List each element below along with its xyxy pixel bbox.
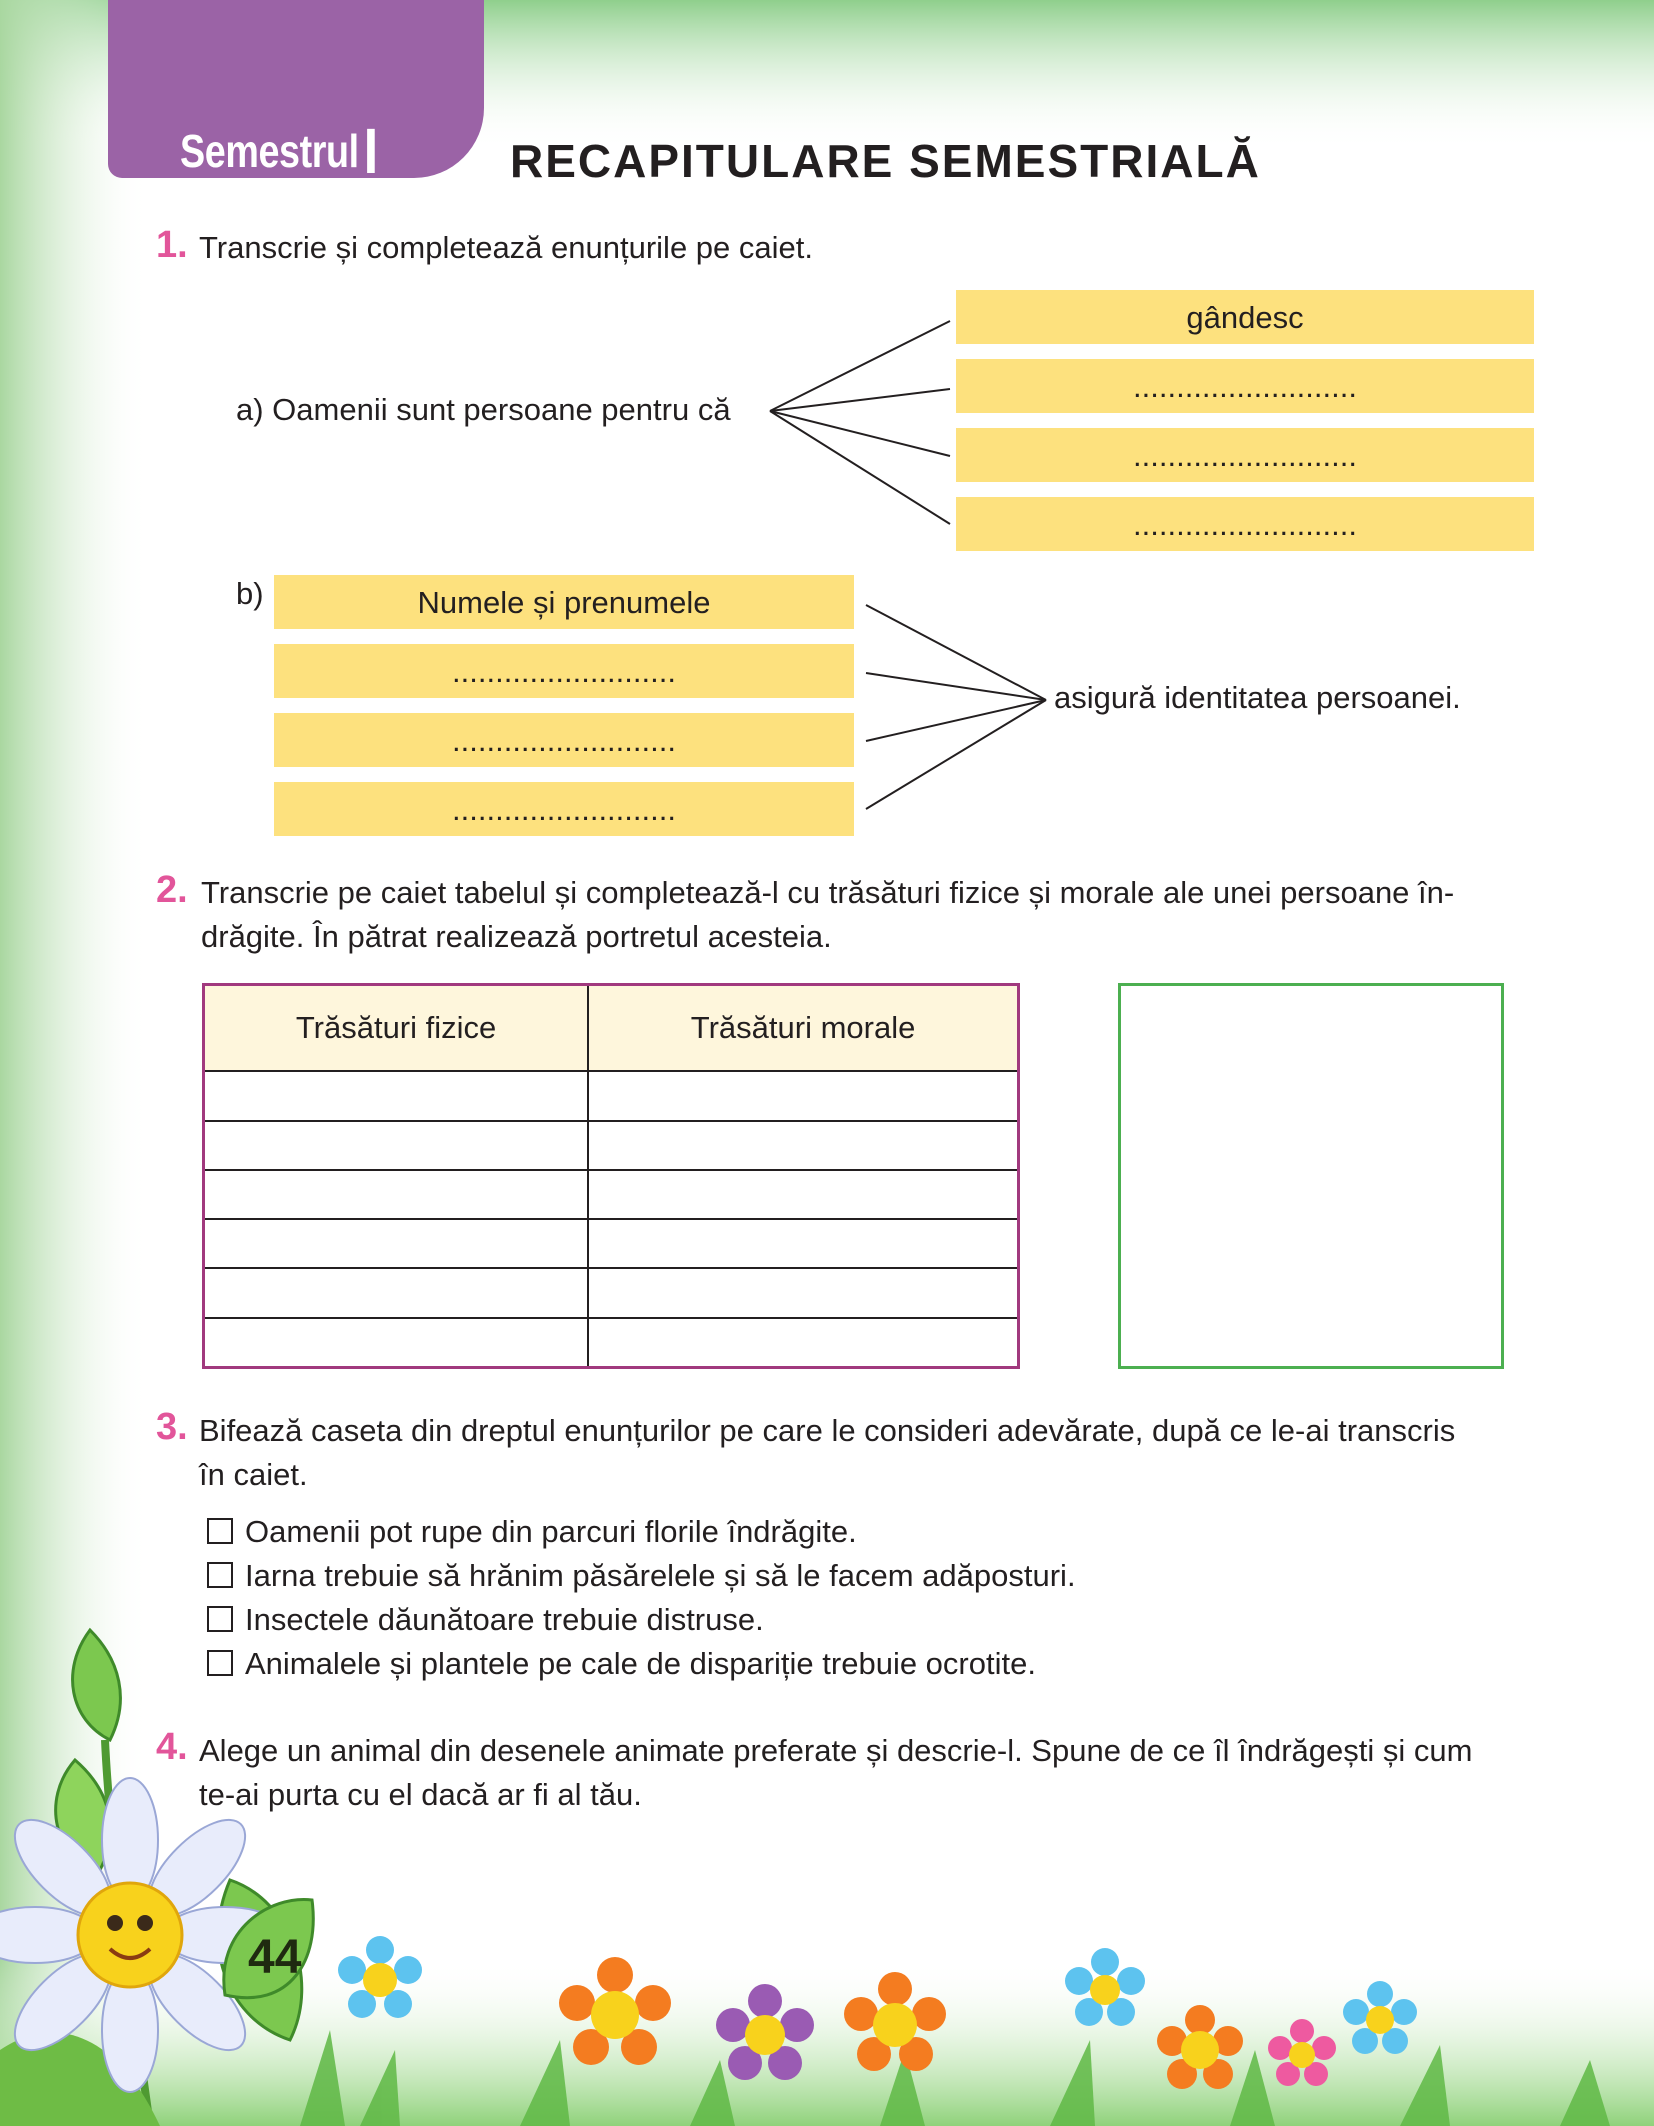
ex3-item bbox=[207, 1598, 764, 1642]
ex2-instruction-line2: drăgite. În pătrat realizează portretul acesteia. bbox=[201, 919, 832, 954]
table-row bbox=[204, 1268, 1019, 1317]
table-row bbox=[204, 1318, 1019, 1368]
ex1-a-box: gândesc bbox=[956, 290, 1534, 344]
table-cell[interactable] bbox=[204, 1071, 589, 1120]
table-cell[interactable] bbox=[204, 1170, 589, 1219]
traits-table bbox=[202, 983, 1020, 1369]
portrait-square[interactable] bbox=[1118, 983, 1504, 1369]
checkbox[interactable] bbox=[207, 1606, 233, 1632]
table-cell[interactable] bbox=[204, 1121, 589, 1170]
page-number: 44 bbox=[248, 1931, 302, 1984]
ex1-a-box: .......................... bbox=[956, 497, 1534, 551]
table-cell[interactable] bbox=[588, 1121, 1018, 1170]
ex1-b-box: .......................... bbox=[274, 644, 854, 698]
ex1-a-box: .......................... bbox=[956, 359, 1534, 413]
ex1-a-text: a) Oamenii sunt persoane pentru că bbox=[236, 392, 731, 427]
ex4-instruction-line1: Alege un animal din desenele animate preferate și descrie-l. Spune de ce îl îndrăgești și cum bbox=[199, 1733, 1473, 1768]
table-cell[interactable] bbox=[588, 1268, 1018, 1317]
ex3-item bbox=[207, 1510, 857, 1554]
ex3-instruction-line1: Bifează caseta din dreptul enunțurilor pe care le consideri adevărate, după ce le-ai transcris bbox=[199, 1413, 1456, 1448]
table-row bbox=[204, 1170, 1019, 1219]
ex1-instruction: Transcrie și completează enunțurile pe caiet. bbox=[199, 230, 813, 265]
ex1-number: 1. bbox=[156, 224, 188, 266]
table-cell[interactable] bbox=[588, 1219, 1018, 1268]
column-header-fizice: Trăsături fizice bbox=[204, 985, 589, 1072]
ex1-b-text: asigură identitatea persoanei. bbox=[1054, 680, 1461, 715]
semester-label: Semestrul bbox=[180, 125, 359, 177]
ex3-item-label: Animalele și plantele pe cale de dispariție trebuie ocrotite. bbox=[245, 1646, 1036, 1681]
ex1-b-label: b) bbox=[236, 576, 264, 611]
semester-roman: I bbox=[363, 115, 378, 187]
ex1-b-box: .......................... bbox=[274, 713, 854, 767]
table-cell[interactable] bbox=[588, 1170, 1018, 1219]
ex4-instruction-line2: te-ai purta cu el dacă ar fi al tău. bbox=[199, 1777, 642, 1812]
ex3-item-label: Insectele dăunătoare trebuie distruse. bbox=[245, 1602, 764, 1637]
table-cell[interactable] bbox=[204, 1219, 589, 1268]
ex3-item-label: Oamenii pot rupe din parcuri florile îndrăgite. bbox=[245, 1514, 857, 1549]
table-row bbox=[204, 1219, 1019, 1268]
page-title: RECAPITULARE SEMESTRIALĂ bbox=[510, 135, 1261, 187]
table-row bbox=[204, 1071, 1019, 1120]
table-cell[interactable] bbox=[204, 1318, 589, 1368]
ex2-instruction-line1: Transcrie pe caiet tabelul și completează-l cu trăsături fizice și morale ale unei persoane în- bbox=[201, 875, 1455, 910]
ex3-instruction-line2: în caiet. bbox=[199, 1457, 308, 1492]
ex1-b-box: Numele și prenumele bbox=[274, 575, 854, 629]
checkbox[interactable] bbox=[207, 1650, 233, 1676]
checkbox[interactable] bbox=[207, 1562, 233, 1588]
ex1-a-box: .......................... bbox=[956, 428, 1534, 482]
ex3-item bbox=[207, 1554, 1076, 1598]
ex3-item-label: Iarna trebuie să hrănim păsărelele și să le facem adăposturi. bbox=[245, 1558, 1076, 1593]
ex4-number: 4. bbox=[156, 1726, 188, 1768]
ex3-number: 3. bbox=[156, 1406, 188, 1448]
table-cell[interactable] bbox=[588, 1318, 1018, 1368]
table-cell[interactable] bbox=[204, 1268, 589, 1317]
ex2-number: 2. bbox=[156, 869, 188, 911]
ex3-item bbox=[207, 1642, 1036, 1686]
table-row bbox=[204, 1121, 1019, 1170]
table-cell[interactable] bbox=[588, 1071, 1018, 1120]
checkbox[interactable] bbox=[207, 1518, 233, 1544]
column-header-morale: Trăsături morale bbox=[588, 985, 1018, 1072]
ex1-b-box: .......................... bbox=[274, 782, 854, 836]
connector-lines bbox=[0, 0, 1654, 900]
